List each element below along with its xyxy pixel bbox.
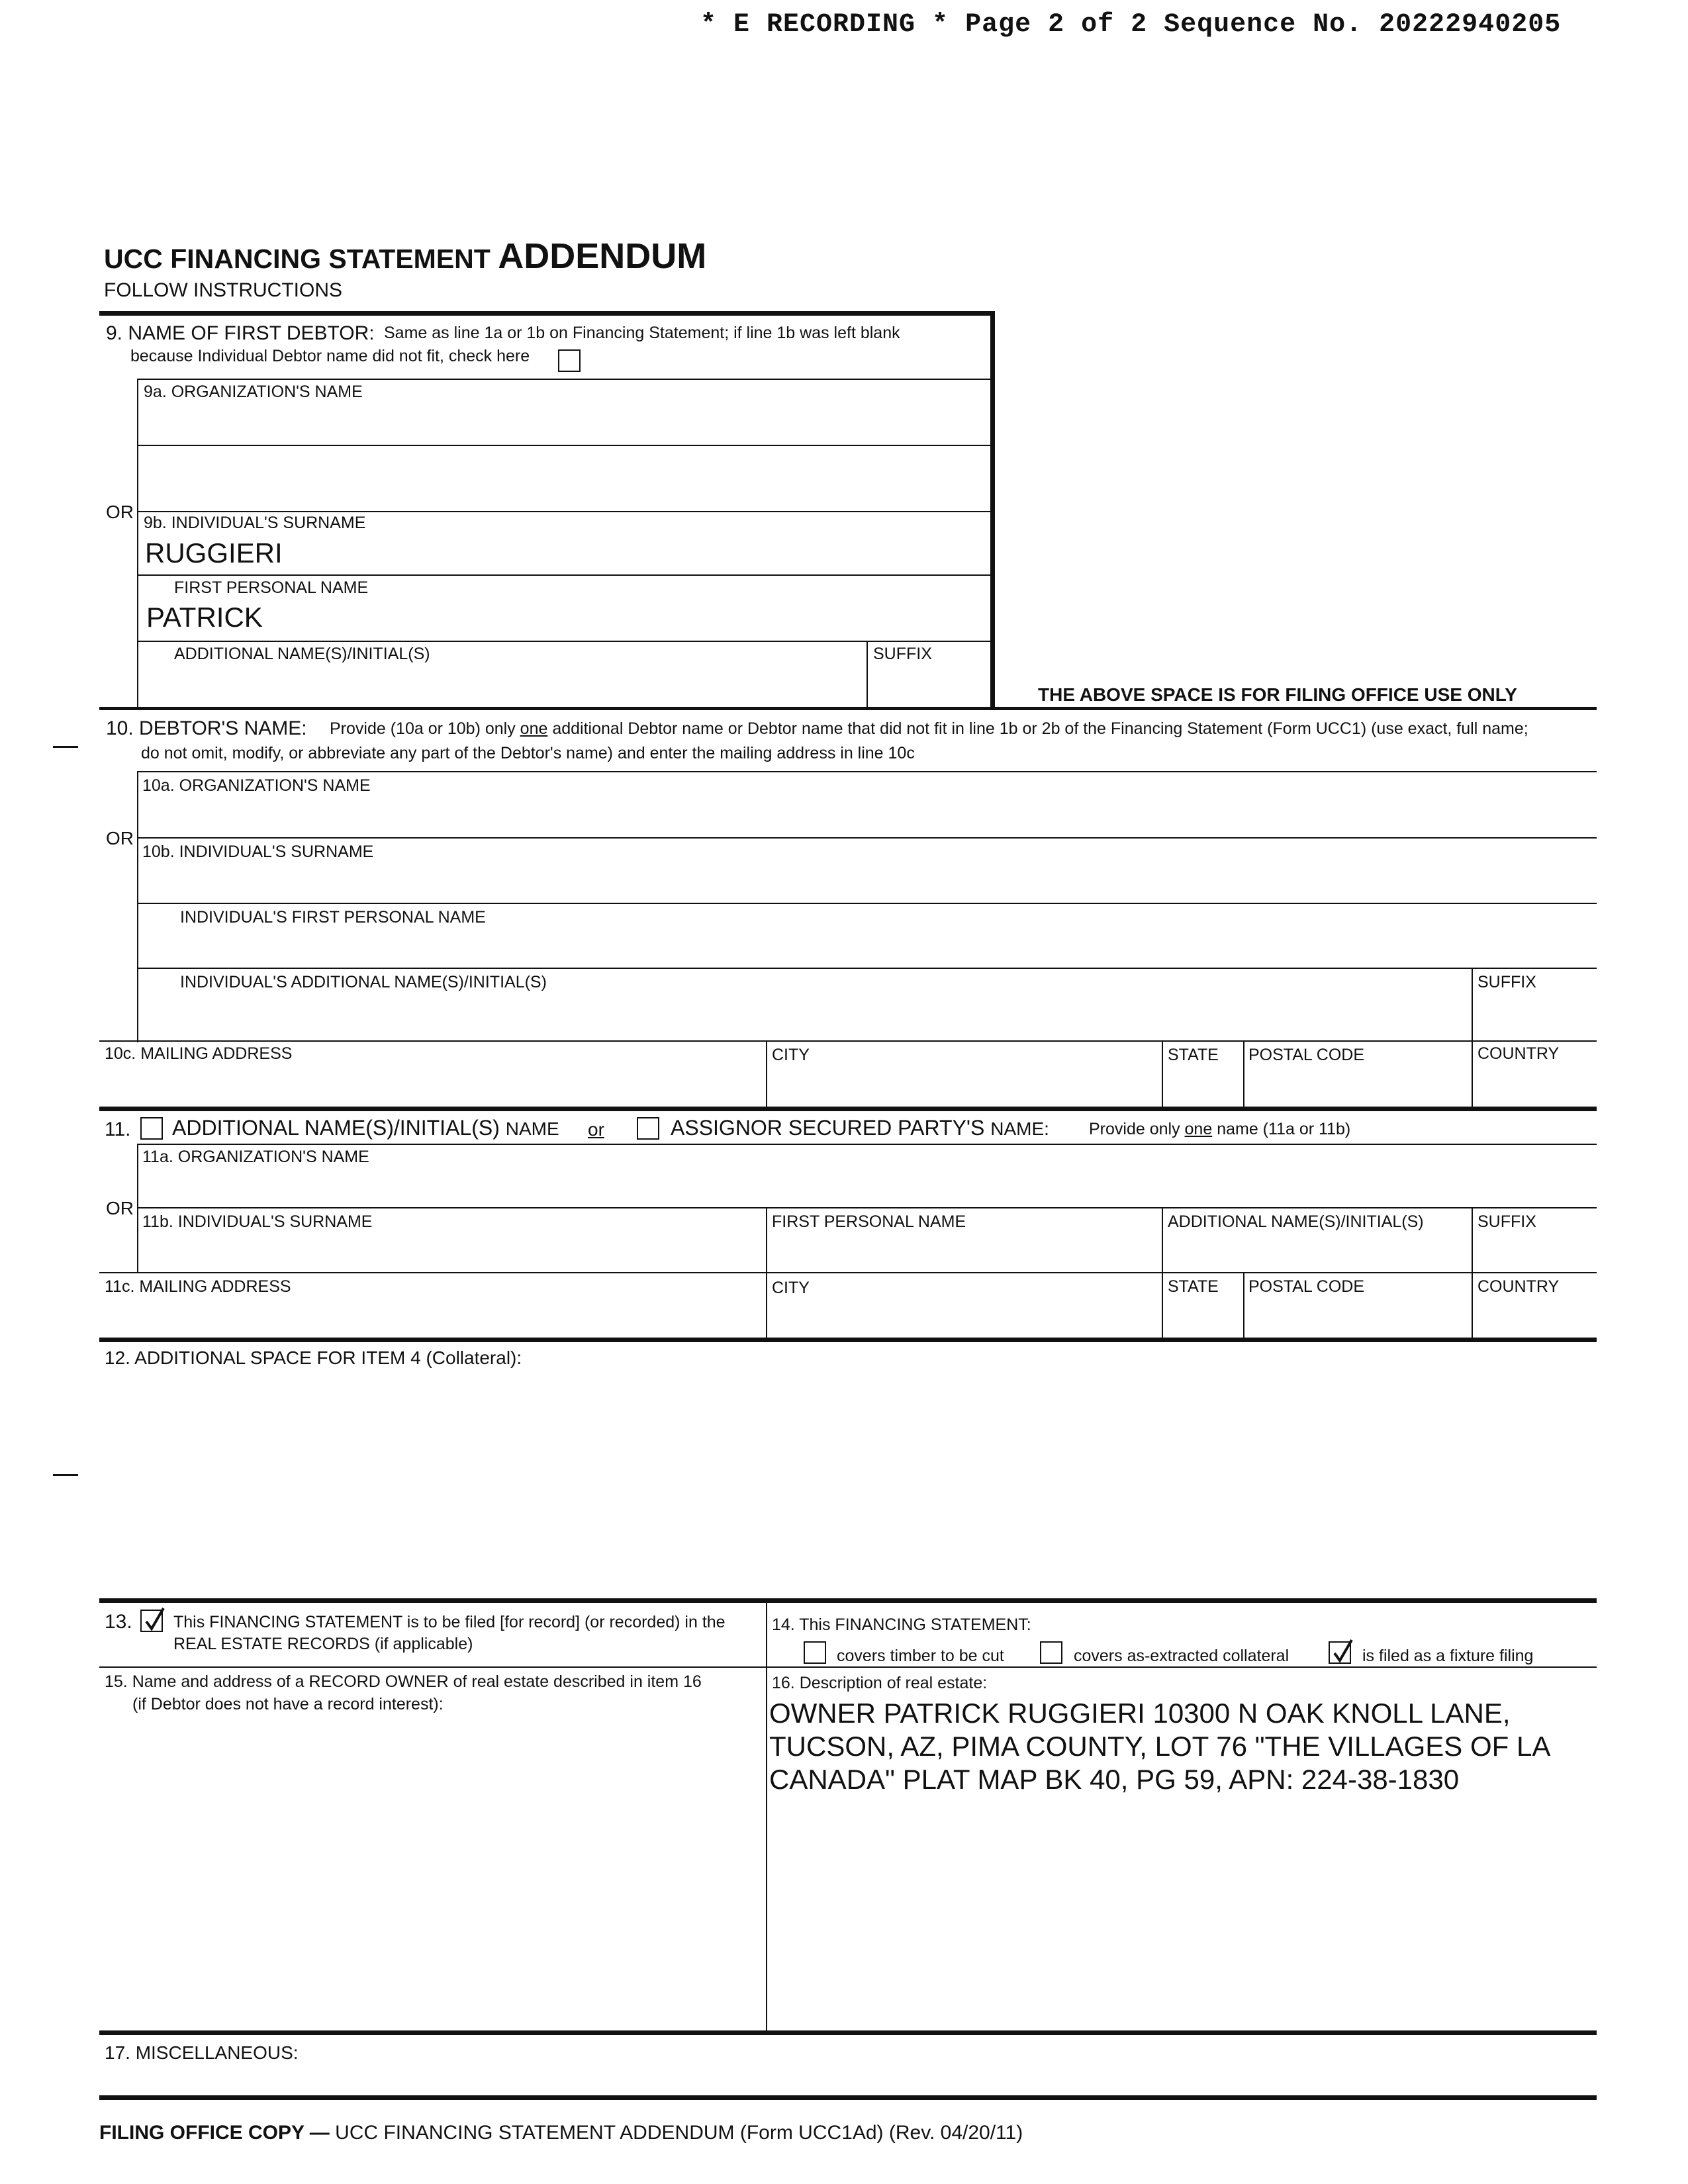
- form-title-prefix: UCC FINANCING STATEMENT: [104, 244, 491, 274]
- item14-timber-checkbox[interactable]: [804, 1641, 826, 1664]
- margin-mark-1: [53, 746, 78, 748]
- item9-top-rule: [99, 311, 995, 316]
- item11-additional-label: ADDITIONAL NAME(S)/INITIAL(S): [1168, 1212, 1424, 1231]
- item9-left-border: [137, 379, 138, 709]
- item11-instr-one: one: [1184, 1120, 1213, 1138]
- footer-bold: FILING OFFICE COPY —: [99, 2122, 330, 2144]
- item17-label: 17. MISCELLANEOUS:: [105, 2042, 299, 2063]
- item9b-surname-value[interactable]: RUGGIERI: [145, 537, 283, 569]
- item11-name-word2: NAME:: [990, 1118, 1049, 1139]
- item11a-left-border: [137, 1144, 138, 1208]
- item16-line1[interactable]: OWNER PATRICK RUGGIERI 10300 N OAK KNOLL LANE,: [769, 1698, 1511, 1729]
- item11-instruction: [1089, 1121, 1350, 1138]
- item11a-org-label: 11a. ORGANIZATION'S NAME: [142, 1148, 369, 1166]
- item10-left-border: [137, 771, 138, 1042]
- item11c-country-label: COUNTRY: [1477, 1277, 1560, 1296]
- item11-or-label: OR: [106, 1198, 134, 1218]
- item10-suffix-divider: [1472, 968, 1473, 1108]
- item9-rule-c: [137, 511, 992, 512]
- item10-instr-one: one: [520, 719, 548, 738]
- item9-first-name-value[interactable]: PATRICK: [146, 602, 263, 633]
- filing-office-note: THE ABOVE SPACE IS FOR FILING OFFICE USE ONLY: [1038, 684, 1517, 705]
- item11b-surname-label: 11b. INDIVIDUAL'S SURNAME: [142, 1212, 373, 1231]
- item10-rule-b: [137, 837, 1597, 839]
- item10-additional-label: INDIVIDUAL'S ADDITIONAL NAME(S)/INITIAL(S): [180, 973, 547, 991]
- item16-line2[interactable]: TUCSON, AZ, PIMA COUNTY, LOT 76 "THE VILLAGES OF LA: [769, 1731, 1551, 1762]
- item13-text-line1: This FINANCING STATEMENT is to be filed [for record] (or recorded) in the: [173, 1613, 726, 1631]
- item10-instr-line2: do not omit, modify, or abbreviate any part of the Debtor's name) and enter the mailing address in line 10c: [141, 744, 915, 762]
- item9b-surname-label: 9b. INDIVIDUAL'S SURNAME: [144, 514, 366, 532]
- item10c-postal-label: POSTAL CODE: [1248, 1046, 1365, 1064]
- item14-fixture-check-icon: [1331, 1639, 1354, 1665]
- form-title-main: ADDENDUM: [498, 236, 707, 276]
- item9-rule-a: [137, 379, 992, 380]
- item14-fixture-checkbox[interactable]: [1329, 1641, 1351, 1664]
- item9-rule-e: [137, 641, 992, 642]
- item11c-mailing-label: 11c. MAILING ADDRESS: [105, 1277, 291, 1296]
- item16-line3[interactable]: CANADA" PLAT MAP BK 40, PG 59, APN: 224-38-1830: [769, 1764, 1460, 1795]
- item11-or-word: [588, 1120, 604, 1139]
- item11-additional-checkbox[interactable]: [140, 1117, 163, 1140]
- item11-instr-a: Provide only: [1089, 1120, 1180, 1138]
- item16-label: 16. Description of real estate:: [772, 1674, 988, 1692]
- footer-rule: [99, 2095, 1597, 2100]
- item11-assignor-label: ASSIGNOR SECURED PARTY'S: [671, 1116, 985, 1140]
- item11c-rule: [99, 1272, 1597, 1273]
- item11c-city-label: CITY: [772, 1279, 810, 1297]
- item9-suffix-divider: [867, 641, 868, 709]
- item13-num: 13.: [105, 1611, 132, 1633]
- item11-or-text: or: [588, 1119, 604, 1140]
- item10-top-rule: [99, 707, 1597, 710]
- item10-instr-a: Provide (10a or 10b) only: [330, 719, 516, 738]
- item11-state-divider: [1162, 1207, 1163, 1340]
- item11b-left-border: [137, 1207, 138, 1273]
- item13-check-icon: [143, 1607, 165, 1633]
- item17-top-rule: [99, 2030, 1597, 2035]
- item15-label-line1: 15. Name and address of a RECORD OWNER of real estate described in item 16: [105, 1672, 702, 1691]
- item9-additional-label: ADDITIONAL NAME(S)/INITIAL(S): [174, 645, 430, 663]
- item10-instr-b: additional Debtor name or Debtor name that did not fit in line 1b or 2b of the Financing Statement (Form UCC1) (use exact, full name;: [552, 719, 1528, 738]
- item14-fixture-label: is filed as a fixture filing: [1362, 1647, 1534, 1665]
- item9-first-name-label: FIRST PERSONAL NAME: [174, 578, 369, 597]
- item11c-postal-label: POSTAL CODE: [1248, 1277, 1365, 1296]
- recording-banner: * E RECORDING * Page 2 of 2 Sequence No. 20222940205: [700, 10, 1562, 40]
- footer: [99, 2123, 1023, 2143]
- item10c-city-divider: [766, 1040, 767, 1108]
- item11-assignor-label-group: [671, 1117, 1049, 1138]
- item14-extracted-label: covers as-extracted collateral: [1074, 1647, 1289, 1665]
- item11-assignor-checkbox[interactable]: [637, 1117, 659, 1140]
- item10c-city-label: CITY: [772, 1046, 810, 1064]
- item10-title: 10. DEBTOR'S NAME:: [106, 717, 307, 739]
- item9-suffix-label: SUFFIX: [873, 645, 932, 663]
- item11-rule-a: [137, 1144, 1597, 1145]
- item13-text-line2: REAL ESTATE RECORDS (if applicable): [173, 1635, 473, 1653]
- item10c-state-divider: [1162, 1040, 1163, 1108]
- item10-rule-c: [137, 903, 1597, 904]
- item11-num: 11.: [105, 1118, 131, 1140]
- item9-or-label: OR: [106, 502, 134, 522]
- item11-additional-label-group: [172, 1117, 559, 1138]
- item15-label-line2: (if Debtor does not have a record interest):: [132, 1695, 444, 1713]
- item14-timber-label: covers timber to be cut: [837, 1647, 1004, 1665]
- item11-name-word: NAME: [505, 1118, 559, 1139]
- item11-top-rule: [99, 1107, 1597, 1111]
- item9-instr-line2: because Individual Debtor name did not fit, check here: [130, 347, 530, 365]
- item11-first-name-label: FIRST PERSONAL NAME: [772, 1212, 966, 1231]
- item13-top-rule: [99, 1598, 1597, 1603]
- item12-label: 12. ADDITIONAL SPACE FOR ITEM 4 (Collateral):: [105, 1347, 522, 1368]
- item9-rule-d: [137, 574, 992, 576]
- item9-title: 9. NAME OF FIRST DEBTOR:: [106, 322, 375, 344]
- footer-rest: UCC FINANCING STATEMENT ADDENDUM (Form UCC1Ad) (Rev. 04/20/11): [335, 2122, 1023, 2144]
- item10b-surname-label: 10b. INDIVIDUAL'S SURNAME: [142, 842, 374, 861]
- item13-16-center-divider: [766, 1598, 767, 2032]
- item10-rule-d: [137, 968, 1597, 969]
- item11-rule-b: [137, 1207, 1597, 1208]
- item11-additional-label: ADDITIONAL NAME(S)/INITIAL(S): [172, 1116, 500, 1140]
- margin-mark-2: [53, 1474, 78, 1476]
- item10c-rule: [99, 1040, 1597, 1042]
- item9-rule-b: [137, 445, 992, 446]
- item11c-state-label: STATE: [1168, 1277, 1219, 1296]
- item10-suffix-label: SUFFIX: [1477, 973, 1536, 991]
- item10c-postal-divider: [1243, 1040, 1244, 1108]
- item10-instruction: [330, 721, 1528, 737]
- item9a-org-label: 9a. ORGANIZATION'S NAME: [144, 383, 363, 401]
- item12-top-rule: [99, 1338, 1597, 1342]
- item10-rule-a: [137, 771, 1597, 772]
- item15-16-rule: [99, 1666, 1597, 1668]
- item10a-org-label: 10a. ORGANIZATION'S NAME: [142, 776, 371, 795]
- follow-instructions: FOLLOW INSTRUCTIONS: [104, 279, 343, 301]
- form-title: [104, 238, 706, 274]
- item9-same-as-checkbox[interactable]: [558, 349, 581, 372]
- item13-checkbox[interactable]: [140, 1610, 163, 1632]
- item10c-country-label: COUNTRY: [1477, 1044, 1560, 1063]
- item11c-postal-divider: [1243, 1272, 1244, 1340]
- item10-or-label: OR: [106, 828, 134, 848]
- item11-city-divider: [766, 1207, 767, 1340]
- item10-first-name-label: INDIVIDUAL'S FIRST PERSONAL NAME: [180, 908, 486, 927]
- item10c-state-label: STATE: [1168, 1046, 1219, 1064]
- item9-instr-line1: Same as line 1a or 1b on Financing Statement; if line 1b was left blank: [384, 324, 900, 342]
- item14-extracted-checkbox[interactable]: [1040, 1641, 1062, 1664]
- item10c-mailing-label: 10c. MAILING ADDRESS: [105, 1044, 293, 1063]
- item11-instr-b: name (11a or 11b): [1217, 1120, 1351, 1138]
- item9-right-border: [990, 311, 995, 709]
- item11-suffix-divider: [1472, 1207, 1473, 1340]
- item11-suffix-label: SUFFIX: [1477, 1212, 1536, 1231]
- item14-label: 14. This FINANCING STATEMENT:: [772, 1615, 1031, 1634]
